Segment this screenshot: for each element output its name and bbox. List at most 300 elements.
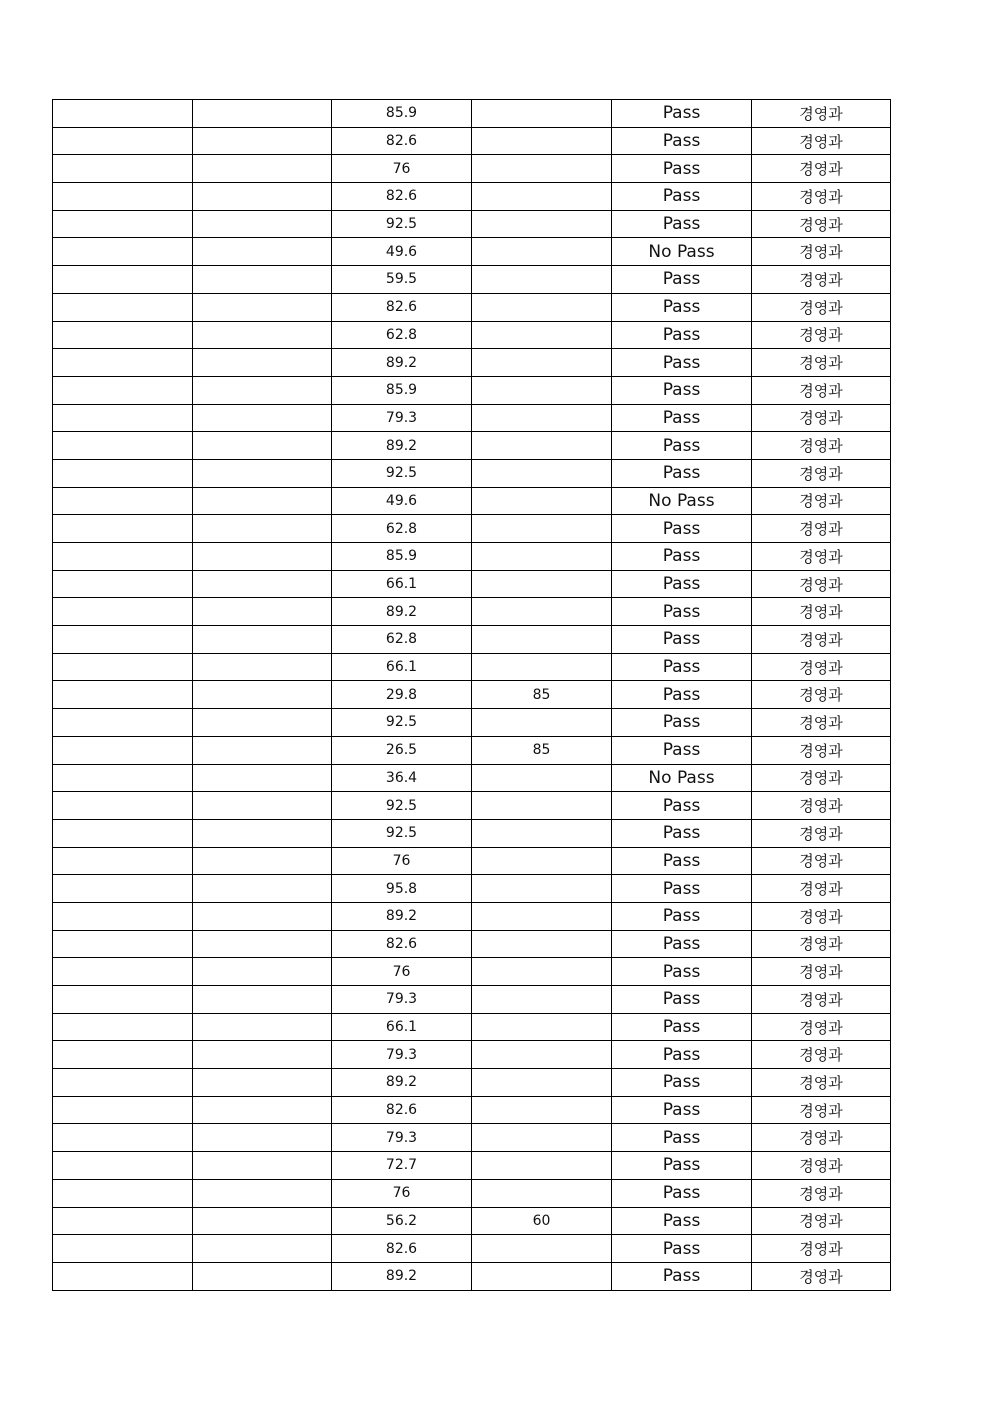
cell-blank-1 <box>53 819 193 847</box>
cell-score: 82.6 <box>332 127 472 155</box>
table-row <box>53 349 891 377</box>
cell-blank-2 <box>193 626 332 654</box>
cell-extra-score <box>472 1069 612 1097</box>
cell-blank-2 <box>193 819 332 847</box>
cell-blank-1 <box>53 1013 193 1041</box>
cell-blank-2 <box>193 459 332 487</box>
cell-blank-2 <box>193 709 332 737</box>
cell-blank-1 <box>53 986 193 1014</box>
cell-score: 89.2 <box>332 598 472 626</box>
cell-department: 경영과 <box>752 183 891 211</box>
cell-score: 76 <box>332 847 472 875</box>
cell-department: 경영과 <box>752 238 891 266</box>
cell-extra-score <box>472 902 612 930</box>
cell-blank-1 <box>53 321 193 349</box>
cell-department: 경영과 <box>752 1152 891 1180</box>
cell-department: 경영과 <box>752 459 891 487</box>
cell-blank-2 <box>193 902 332 930</box>
cell-department: 경영과 <box>752 902 891 930</box>
table-row <box>53 709 891 737</box>
cell-blank-1 <box>53 183 193 211</box>
table-row <box>53 183 891 211</box>
cell-extra-score <box>472 598 612 626</box>
cell-department: 경영과 <box>752 515 891 543</box>
cell-blank-2 <box>193 487 332 515</box>
cell-extra-score <box>472 100 612 128</box>
cell-result: Pass <box>612 1096 752 1124</box>
cell-extra-score <box>472 515 612 543</box>
cell-blank-2 <box>193 349 332 377</box>
cell-score: 26.5 <box>332 736 472 764</box>
cell-result: Pass <box>612 653 752 681</box>
cell-score: 49.6 <box>332 487 472 515</box>
table-row <box>53 1207 891 1235</box>
cell-blank-2 <box>193 1041 332 1069</box>
cell-score: 92.5 <box>332 792 472 820</box>
cell-result: Pass <box>612 543 752 571</box>
cell-result: Pass <box>612 459 752 487</box>
cell-result: Pass <box>612 681 752 709</box>
cell-department: 경영과 <box>752 376 891 404</box>
cell-result: Pass <box>612 376 752 404</box>
table-row <box>53 1124 891 1152</box>
table-row <box>53 321 891 349</box>
cell-score: 79.3 <box>332 1124 472 1152</box>
table-row <box>53 487 891 515</box>
cell-extra-score <box>472 875 612 903</box>
cell-department: 경영과 <box>752 736 891 764</box>
cell-score: 66.1 <box>332 570 472 598</box>
cell-result: Pass <box>612 183 752 211</box>
cell-department: 경영과 <box>752 958 891 986</box>
table-row <box>53 1235 891 1263</box>
cell-extra-score <box>472 487 612 515</box>
cell-score: 62.8 <box>332 321 472 349</box>
cell-department: 경영과 <box>752 653 891 681</box>
cell-result: Pass <box>612 709 752 737</box>
cell-extra-score <box>472 930 612 958</box>
cell-extra-score <box>472 847 612 875</box>
cell-extra-score <box>472 1041 612 1069</box>
cell-blank-2 <box>193 1235 332 1263</box>
cell-blank-1 <box>53 1152 193 1180</box>
cell-blank-2 <box>193 1152 332 1180</box>
table-row <box>53 210 891 238</box>
cell-result: Pass <box>612 1207 752 1235</box>
cell-result: Pass <box>612 1262 752 1290</box>
cell-score: 82.6 <box>332 1235 472 1263</box>
table-row <box>53 681 891 709</box>
cell-result: Pass <box>612 293 752 321</box>
cell-blank-2 <box>193 958 332 986</box>
cell-department: 경영과 <box>752 709 891 737</box>
cell-department: 경영과 <box>752 155 891 183</box>
cell-department: 경영과 <box>752 764 891 792</box>
cell-blank-1 <box>53 902 193 930</box>
cell-extra-score <box>472 986 612 1014</box>
table-row <box>53 1262 891 1290</box>
cell-department: 경영과 <box>752 100 891 128</box>
cell-blank-1 <box>53 958 193 986</box>
cell-blank-1 <box>53 1069 193 1097</box>
cell-department: 경영과 <box>752 404 891 432</box>
table-row <box>53 598 891 626</box>
cell-blank-2 <box>193 1207 332 1235</box>
cell-blank-2 <box>193 1262 332 1290</box>
cell-result: Pass <box>612 404 752 432</box>
cell-result: No Pass <box>612 764 752 792</box>
cell-score: 76 <box>332 1179 472 1207</box>
cell-blank-2 <box>193 321 332 349</box>
cell-blank-2 <box>193 681 332 709</box>
table-row <box>53 736 891 764</box>
table-row <box>53 792 891 820</box>
cell-score: 82.6 <box>332 1096 472 1124</box>
cell-score: 72.7 <box>332 1152 472 1180</box>
cell-blank-2 <box>193 986 332 1014</box>
cell-extra-score <box>472 1235 612 1263</box>
cell-blank-2 <box>193 376 332 404</box>
cell-result: Pass <box>612 736 752 764</box>
cell-department: 경영과 <box>752 266 891 294</box>
cell-result: Pass <box>612 1069 752 1097</box>
cell-extra-score <box>472 764 612 792</box>
cell-blank-1 <box>53 709 193 737</box>
cell-extra-score <box>472 349 612 377</box>
cell-score: 92.5 <box>332 210 472 238</box>
table-row <box>53 986 891 1014</box>
cell-extra-score <box>472 1096 612 1124</box>
cell-extra-score <box>472 626 612 654</box>
cell-score: 89.2 <box>332 1262 472 1290</box>
cell-result: Pass <box>612 1041 752 1069</box>
cell-blank-1 <box>53 266 193 294</box>
cell-blank-2 <box>193 653 332 681</box>
cell-blank-1 <box>53 653 193 681</box>
table-row <box>53 155 891 183</box>
cell-score: 76 <box>332 155 472 183</box>
cell-score: 82.6 <box>332 183 472 211</box>
cell-department: 경영과 <box>752 293 891 321</box>
table-row <box>53 764 891 792</box>
table-row <box>53 875 891 903</box>
cell-blank-2 <box>193 764 332 792</box>
cell-blank-2 <box>193 792 332 820</box>
cell-score: 62.8 <box>332 515 472 543</box>
cell-blank-1 <box>53 376 193 404</box>
cell-blank-1 <box>53 238 193 266</box>
cell-blank-1 <box>53 1207 193 1235</box>
cell-result: Pass <box>612 902 752 930</box>
cell-blank-2 <box>193 100 332 128</box>
cell-result: Pass <box>612 875 752 903</box>
table-row <box>53 570 891 598</box>
table-row <box>53 266 891 294</box>
cell-department: 경영과 <box>752 1013 891 1041</box>
cell-extra-score <box>472 1179 612 1207</box>
cell-result: Pass <box>612 1235 752 1263</box>
cell-department: 경영과 <box>752 1124 891 1152</box>
cell-blank-2 <box>193 875 332 903</box>
cell-score: 92.5 <box>332 709 472 737</box>
cell-score: 92.5 <box>332 459 472 487</box>
table-row <box>53 238 891 266</box>
cell-blank-1 <box>53 598 193 626</box>
cell-result: Pass <box>612 930 752 958</box>
cell-blank-2 <box>193 155 332 183</box>
cell-result: Pass <box>612 127 752 155</box>
cell-blank-1 <box>53 626 193 654</box>
cell-blank-2 <box>193 1124 332 1152</box>
cell-score: 95.8 <box>332 875 472 903</box>
cell-extra-score <box>472 958 612 986</box>
cell-department: 경영과 <box>752 487 891 515</box>
cell-blank-1 <box>53 515 193 543</box>
cell-score: 49.6 <box>332 238 472 266</box>
cell-blank-1 <box>53 459 193 487</box>
cell-blank-1 <box>53 1235 193 1263</box>
table-row <box>53 626 891 654</box>
cell-result: Pass <box>612 1179 752 1207</box>
table-row <box>53 1013 891 1041</box>
cell-result: Pass <box>612 570 752 598</box>
cell-department: 경영과 <box>752 1207 891 1235</box>
cell-department: 경영과 <box>752 626 891 654</box>
cell-blank-2 <box>193 930 332 958</box>
cell-score: 66.1 <box>332 653 472 681</box>
cell-blank-2 <box>193 293 332 321</box>
cell-result: Pass <box>612 819 752 847</box>
cell-blank-1 <box>53 543 193 571</box>
cell-blank-2 <box>193 238 332 266</box>
cell-extra-score <box>472 819 612 847</box>
cell-department: 경영과 <box>752 570 891 598</box>
cell-blank-1 <box>53 100 193 128</box>
cell-result: Pass <box>612 847 752 875</box>
cell-blank-2 <box>193 432 332 460</box>
cell-department: 경영과 <box>752 1069 891 1097</box>
cell-blank-1 <box>53 1124 193 1152</box>
cell-result: Pass <box>612 349 752 377</box>
table-row <box>53 376 891 404</box>
cell-result: Pass <box>612 626 752 654</box>
cell-blank-1 <box>53 293 193 321</box>
cell-extra-score <box>472 1152 612 1180</box>
cell-result: Pass <box>612 1124 752 1152</box>
cell-blank-1 <box>53 487 193 515</box>
cell-department: 경영과 <box>752 321 891 349</box>
table-row <box>53 459 891 487</box>
cell-blank-2 <box>193 1069 332 1097</box>
cell-extra-score <box>472 238 612 266</box>
cell-extra-score <box>472 459 612 487</box>
table-row <box>53 847 891 875</box>
cell-department: 경영과 <box>752 543 891 571</box>
cell-extra-score <box>472 127 612 155</box>
cell-blank-2 <box>193 127 332 155</box>
cell-blank-1 <box>53 1096 193 1124</box>
cell-department: 경영과 <box>752 432 891 460</box>
cell-score: 89.2 <box>332 1069 472 1097</box>
cell-extra-score <box>472 1124 612 1152</box>
cell-blank-1 <box>53 432 193 460</box>
cell-department: 경영과 <box>752 210 891 238</box>
cell-blank-1 <box>53 1179 193 1207</box>
cell-extra-score <box>472 376 612 404</box>
cell-blank-2 <box>193 1013 332 1041</box>
table-row <box>53 1152 891 1180</box>
cell-score: 56.2 <box>332 1207 472 1235</box>
cell-score: 66.1 <box>332 1013 472 1041</box>
cell-extra-score <box>472 404 612 432</box>
cell-score: 82.6 <box>332 293 472 321</box>
cell-extra-score <box>472 155 612 183</box>
cell-result: Pass <box>612 432 752 460</box>
cell-department: 경영과 <box>752 681 891 709</box>
cell-extra-score <box>472 293 612 321</box>
cell-extra-score <box>472 792 612 820</box>
cell-blank-1 <box>53 764 193 792</box>
cell-department: 경영과 <box>752 875 891 903</box>
table-body <box>53 100 891 1291</box>
cell-score: 59.5 <box>332 266 472 294</box>
cell-department: 경영과 <box>752 1041 891 1069</box>
cell-blank-2 <box>193 183 332 211</box>
table-row <box>53 1096 891 1124</box>
cell-result: Pass <box>612 155 752 183</box>
cell-score: 89.2 <box>332 432 472 460</box>
cell-blank-1 <box>53 1262 193 1290</box>
cell-blank-1 <box>53 736 193 764</box>
cell-result: Pass <box>612 1013 752 1041</box>
cell-extra-score: 60 <box>472 1207 612 1235</box>
cell-score: 29.8 <box>332 681 472 709</box>
table-row <box>53 1041 891 1069</box>
cell-blank-1 <box>53 681 193 709</box>
cell-blank-1 <box>53 210 193 238</box>
cell-score: 79.3 <box>332 1041 472 1069</box>
cell-score: 89.2 <box>332 902 472 930</box>
cell-department: 경영과 <box>752 1096 891 1124</box>
cell-department: 경영과 <box>752 127 891 155</box>
table-row <box>53 404 891 432</box>
table-row <box>53 127 891 155</box>
cell-extra-score <box>472 210 612 238</box>
results-table <box>52 99 891 1291</box>
cell-score: 85.9 <box>332 376 472 404</box>
table-row <box>53 293 891 321</box>
cell-blank-2 <box>193 570 332 598</box>
table-row <box>53 100 891 128</box>
cell-result: Pass <box>612 958 752 986</box>
cell-blank-1 <box>53 570 193 598</box>
cell-result: No Pass <box>612 238 752 266</box>
cell-blank-2 <box>193 210 332 238</box>
cell-result: Pass <box>612 598 752 626</box>
cell-blank-2 <box>193 847 332 875</box>
cell-blank-2 <box>193 543 332 571</box>
cell-extra-score <box>472 432 612 460</box>
cell-score: 79.3 <box>332 986 472 1014</box>
cell-blank-1 <box>53 349 193 377</box>
cell-score: 76 <box>332 958 472 986</box>
cell-result: Pass <box>612 100 752 128</box>
cell-department: 경영과 <box>752 1235 891 1263</box>
cell-extra-score <box>472 1262 612 1290</box>
cell-extra-score <box>472 1013 612 1041</box>
cell-extra-score <box>472 709 612 737</box>
cell-blank-1 <box>53 930 193 958</box>
cell-score: 92.5 <box>332 819 472 847</box>
cell-result: Pass <box>612 515 752 543</box>
cell-blank-1 <box>53 155 193 183</box>
cell-blank-1 <box>53 875 193 903</box>
table-row <box>53 819 891 847</box>
cell-department: 경영과 <box>752 1262 891 1290</box>
cell-blank-2 <box>193 404 332 432</box>
cell-blank-2 <box>193 1096 332 1124</box>
cell-result: Pass <box>612 321 752 349</box>
cell-result: Pass <box>612 792 752 820</box>
cell-blank-1 <box>53 1041 193 1069</box>
cell-department: 경영과 <box>752 349 891 377</box>
cell-department: 경영과 <box>752 598 891 626</box>
cell-score: 62.8 <box>332 626 472 654</box>
cell-extra-score <box>472 570 612 598</box>
cell-blank-2 <box>193 598 332 626</box>
cell-extra-score <box>472 183 612 211</box>
table-row <box>53 902 891 930</box>
cell-blank-1 <box>53 792 193 820</box>
cell-result: Pass <box>612 210 752 238</box>
cell-extra-score: 85 <box>472 681 612 709</box>
table-row <box>53 930 891 958</box>
cell-department: 경영과 <box>752 930 891 958</box>
cell-department: 경영과 <box>752 1179 891 1207</box>
table-row <box>53 515 891 543</box>
cell-extra-score <box>472 266 612 294</box>
cell-department: 경영과 <box>752 986 891 1014</box>
cell-extra-score <box>472 653 612 681</box>
cell-blank-1 <box>53 847 193 875</box>
table-row <box>53 958 891 986</box>
cell-blank-2 <box>193 266 332 294</box>
cell-score: 85.9 <box>332 543 472 571</box>
cell-blank-2 <box>193 736 332 764</box>
cell-result: Pass <box>612 266 752 294</box>
table-row <box>53 1179 891 1207</box>
cell-score: 82.6 <box>332 930 472 958</box>
cell-score: 36.4 <box>332 764 472 792</box>
cell-blank-1 <box>53 127 193 155</box>
cell-score: 89.2 <box>332 349 472 377</box>
cell-result: Pass <box>612 1152 752 1180</box>
cell-extra-score <box>472 321 612 349</box>
cell-department: 경영과 <box>752 819 891 847</box>
cell-score: 85.9 <box>332 100 472 128</box>
cell-extra-score <box>472 543 612 571</box>
cell-extra-score: 85 <box>472 736 612 764</box>
table-row <box>53 653 891 681</box>
cell-blank-2 <box>193 1179 332 1207</box>
cell-score: 79.3 <box>332 404 472 432</box>
cell-department: 경영과 <box>752 847 891 875</box>
table-row <box>53 1069 891 1097</box>
cell-blank-2 <box>193 515 332 543</box>
cell-result: No Pass <box>612 487 752 515</box>
cell-result: Pass <box>612 986 752 1014</box>
cell-department: 경영과 <box>752 792 891 820</box>
